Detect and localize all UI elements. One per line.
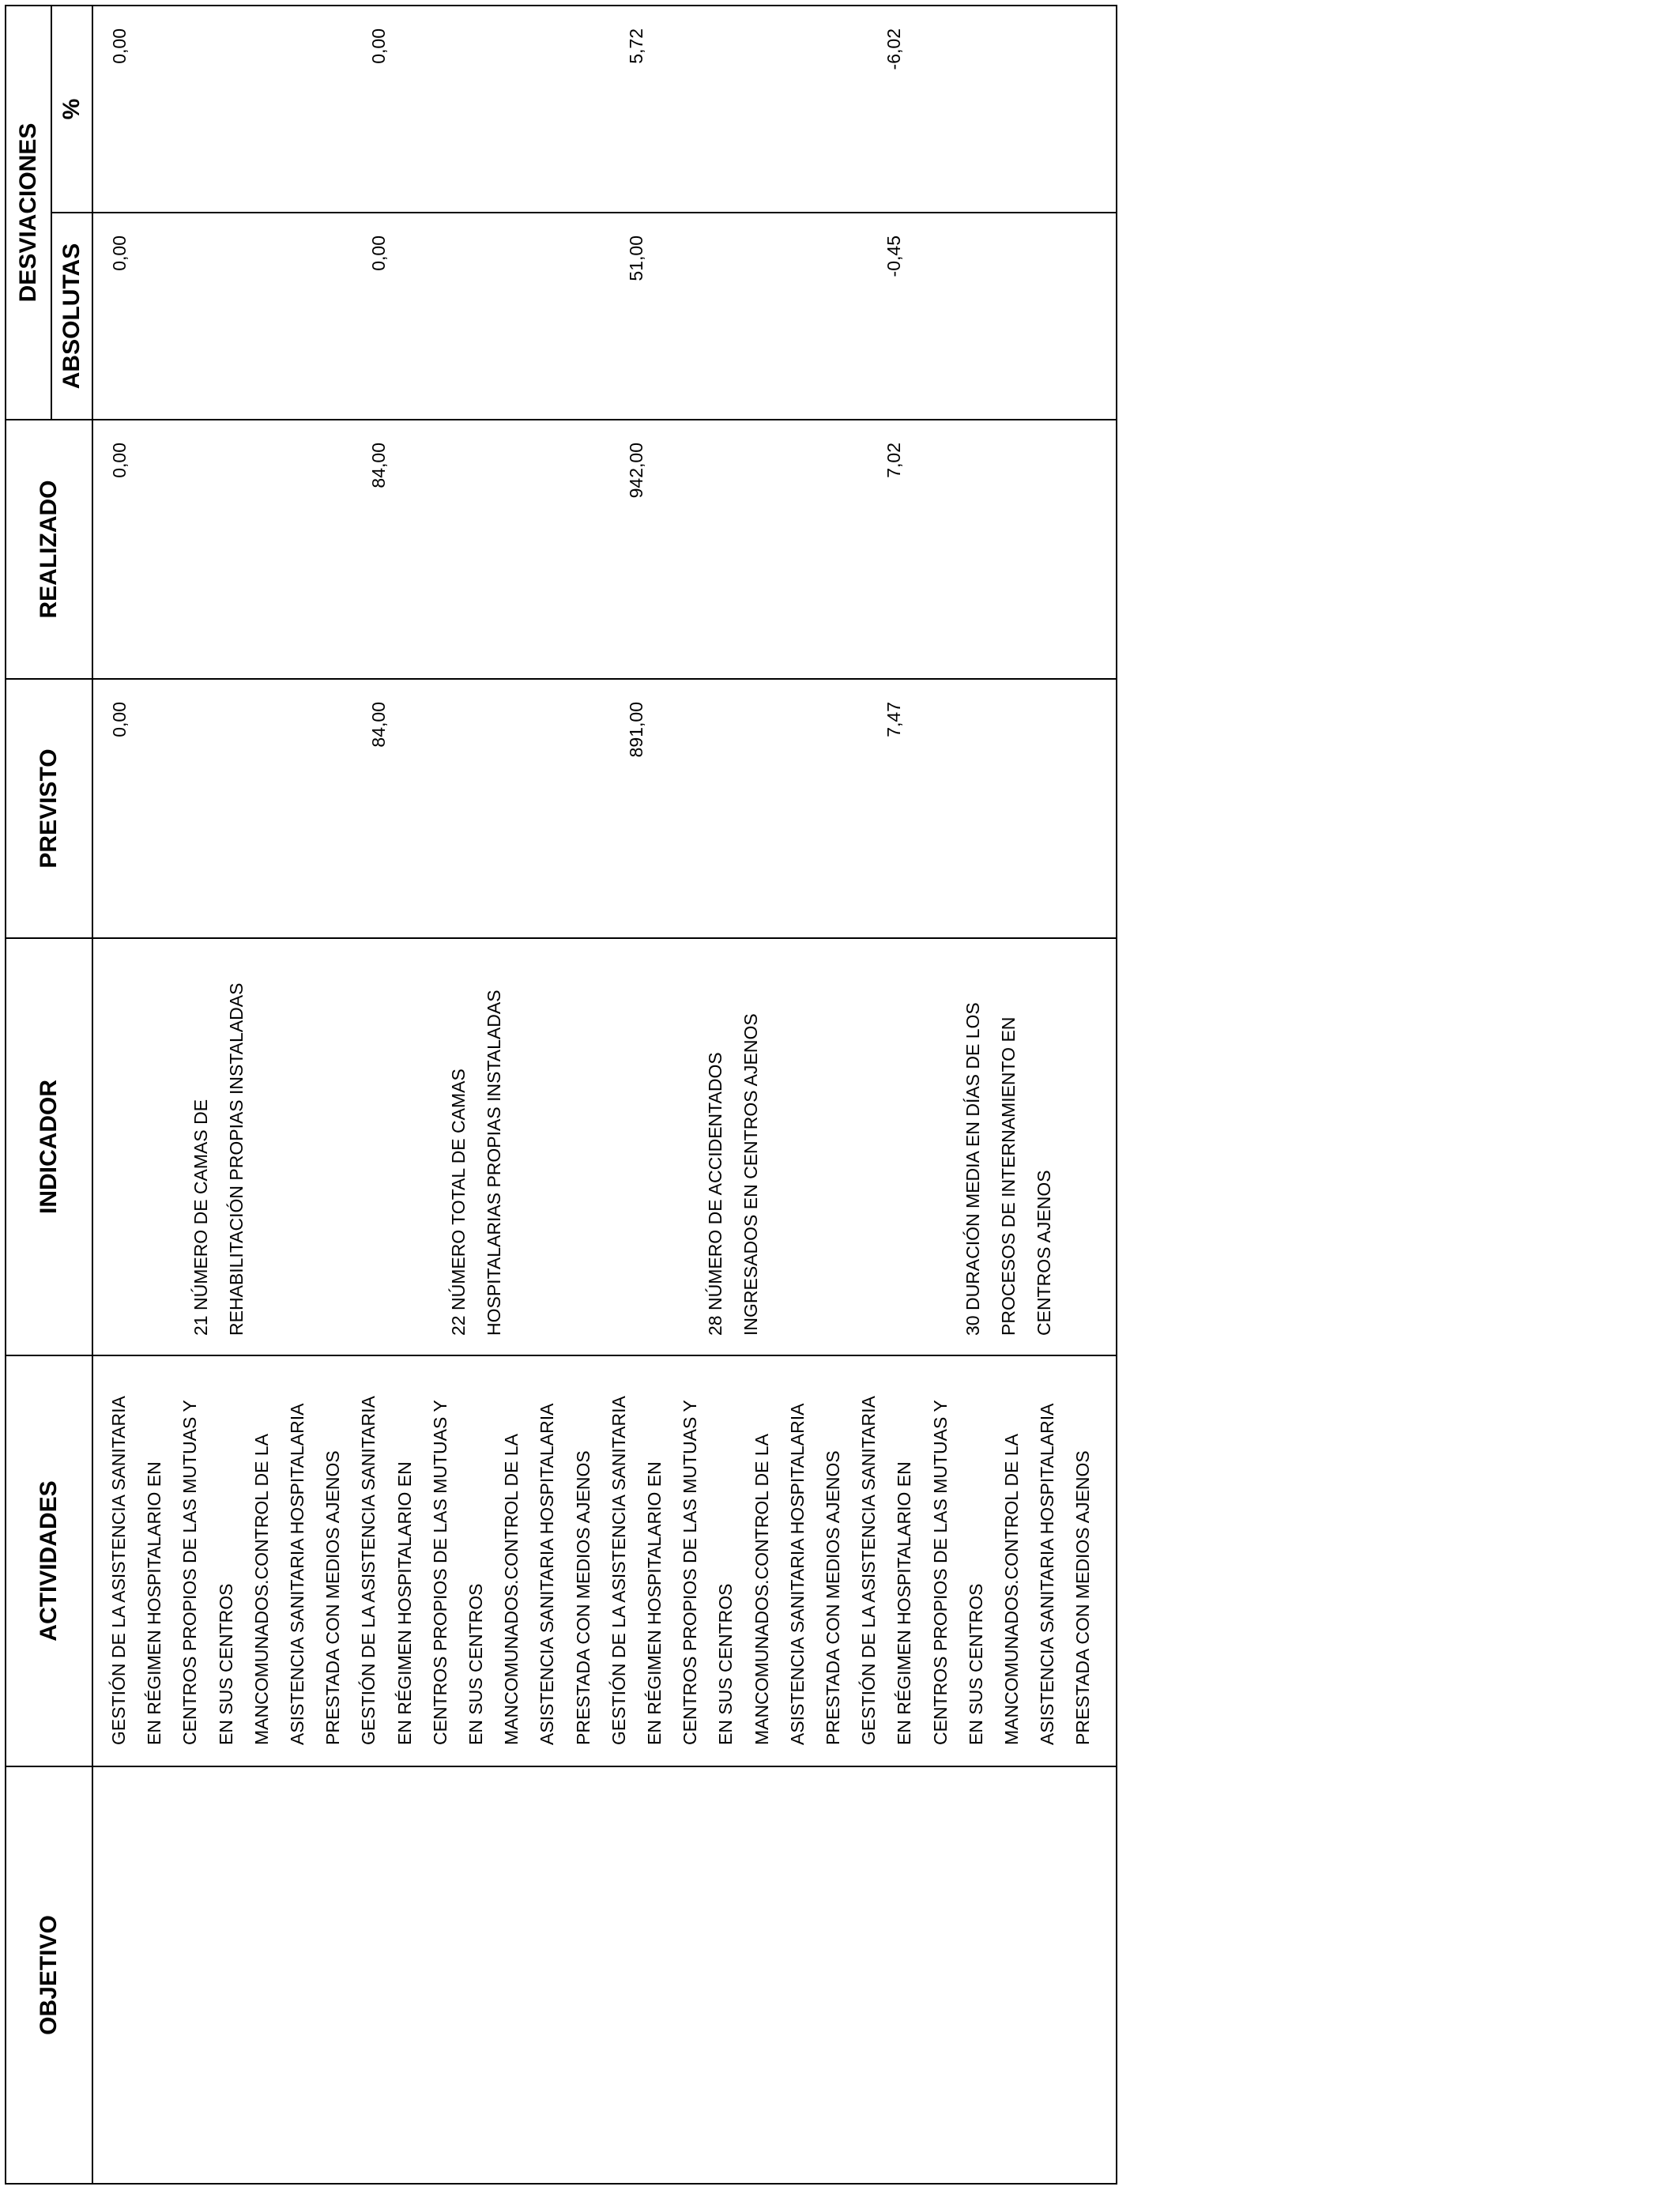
header-actividades: ACTIVIDADES — [6, 1355, 92, 1766]
previsto-value: 0,00 — [109, 702, 130, 737]
actividad-line: EN SUS CENTROS — [965, 1583, 986, 1745]
rotated-table-container — [5, 6, 1117, 2185]
actividad-line: EN RÉGIMEN HOSPITALARIO EN — [894, 1461, 915, 1745]
previsto-value: 7,47 — [883, 702, 904, 737]
actividad-line: PRESTADA CON MEDIOS AJENOS — [322, 1450, 344, 1745]
actividad-line: GESTIÓN DE LA ASISTENCIA SANITARIA — [108, 1396, 129, 1745]
actividad-line: MANCOMUNADOS.CONTROL DE LA — [501, 1433, 522, 1745]
actividades-cell — [92, 1355, 1117, 1766]
realizado-value: 84,00 — [368, 443, 389, 488]
objetivo-cell — [92, 1766, 1117, 2184]
absolutas-value: 0,00 — [109, 236, 130, 271]
table-body-row — [92, 6, 1117, 2184]
actividad-line: EN RÉGIMEN HOSPITALARIO EN — [144, 1461, 165, 1745]
indicador-line: 28 NÚMERO DE ACCIDENTADOS — [705, 1052, 725, 1336]
indicador-line: 21 NÚMERO DE CAMAS DE — [190, 1099, 211, 1336]
porcentaje-cell — [92, 6, 1117, 213]
actividad-line: PRESTADA CON MEDIOS AJENOS — [823, 1450, 844, 1745]
previsto-value: 84,00 — [368, 702, 389, 748]
header-row — [6, 6, 51, 2184]
absolutas-value: 51,00 — [626, 236, 646, 281]
actividad-line: PRESTADA CON MEDIOS AJENOS — [572, 1450, 593, 1745]
actividad-line: MANCOMUNADOS.CONTROL DE LA — [250, 1433, 272, 1745]
actividad-line: EN SUS CENTROS — [465, 1583, 487, 1745]
actividad-line: GESTIÓN DE LA ASISTENCIA SANITARIA — [608, 1396, 629, 1745]
porcentaje-value: 0,00 — [109, 28, 130, 64]
actividad-line: CENTROS PROPIOS DE LAS MUTUAS Y — [179, 1400, 201, 1745]
header-previsto: PREVISTO — [6, 679, 92, 938]
indicador-line: REHABILITACIÓN PROPIAS INSTALADAS — [226, 982, 247, 1336]
indicador-text — [955, 1002, 1063, 1336]
actividad-line: PRESTADA CON MEDIOS AJENOS — [1072, 1450, 1094, 1745]
header-porcentaje: % — [51, 6, 92, 213]
porcentaje-value: 0,00 — [368, 28, 389, 64]
actividad-line: EN SUS CENTROS — [215, 1583, 236, 1745]
header-desviaciones: DESVIACIONES — [6, 6, 51, 420]
actividad-line: ASISTENCIA SANITARIA HOSPITALARIA — [537, 1403, 558, 1745]
header-realizado: REALIZADO — [6, 420, 92, 679]
indicador-text — [441, 990, 512, 1336]
indicador-text — [183, 983, 254, 1336]
actividad-line: ASISTENCIA SANITARIA HOSPITALARIA — [1037, 1403, 1058, 1745]
previsto-value: 891,00 — [626, 702, 646, 758]
porcentaje-value: -6,02 — [883, 28, 904, 70]
indicador-text — [698, 1013, 769, 1336]
actividad-line: EN RÉGIMEN HOSPITALARIO EN — [644, 1461, 665, 1745]
actividad-line: CENTROS PROPIOS DE LAS MUTUAS Y — [929, 1400, 951, 1745]
header-absolutas: ABSOLUTAS — [51, 213, 92, 420]
absolutas-cell — [92, 213, 1117, 420]
previsto-cell — [92, 679, 1117, 938]
indicador-line: 30 DURACIÓN MEDIA EN DÍAS DE LOS — [962, 1002, 983, 1336]
header-indicador: INDICADOR — [6, 938, 92, 1355]
porcentaje-value: 5,72 — [626, 28, 646, 64]
actividad-line: ASISTENCIA SANITARIA HOSPITALARIA — [786, 1403, 808, 1745]
actividad-line: ASISTENCIA SANITARIA HOSPITALARIA — [287, 1403, 308, 1745]
actividad-line: EN RÉGIMEN HOSPITALARIO EN — [394, 1461, 415, 1745]
indicador-line: CENTROS AJENOS — [1034, 1170, 1055, 1336]
actividad-line: EN SUS CENTROS — [715, 1583, 736, 1745]
actividad-line: CENTROS PROPIOS DE LAS MUTUAS Y — [680, 1400, 701, 1745]
absolutas-value: 0,00 — [368, 236, 389, 271]
indicador-line: PROCESOS DE INTERNAMIENTO EN — [998, 1016, 1019, 1336]
actividad-line: MANCOMUNADOS.CONTROL DE LA — [751, 1433, 772, 1745]
actividad-line: MANCOMUNADOS.CONTROL DE LA — [1001, 1433, 1023, 1745]
actividad-line: CENTROS PROPIOS DE LAS MUTUAS Y — [429, 1400, 450, 1745]
indicador-line: INGRESADOS EN CENTROS AJENOS — [740, 1013, 762, 1336]
indicador-line: 22 NÚMERO TOTAL DE CAMAS — [448, 1069, 469, 1336]
realizado-value: 942,00 — [626, 443, 646, 499]
indicador-cell — [92, 938, 1117, 1355]
actividad-line: GESTIÓN DE LA ASISTENCIA SANITARIA — [858, 1396, 880, 1745]
indicador-line: HOSPITALARIAS PROPIAS INSTALADAS — [484, 990, 505, 1336]
absolutas-value: -0,45 — [883, 236, 904, 277]
realizado-cell — [92, 420, 1117, 679]
header-objetivo: OBJETIVO — [6, 1766, 92, 2184]
realizado-value: 0,00 — [109, 443, 130, 478]
indicators-table — [5, 5, 1117, 2185]
actividad-line: GESTIÓN DE LA ASISTENCIA SANITARIA — [358, 1396, 379, 1745]
realizado-value: 7,02 — [883, 443, 904, 478]
